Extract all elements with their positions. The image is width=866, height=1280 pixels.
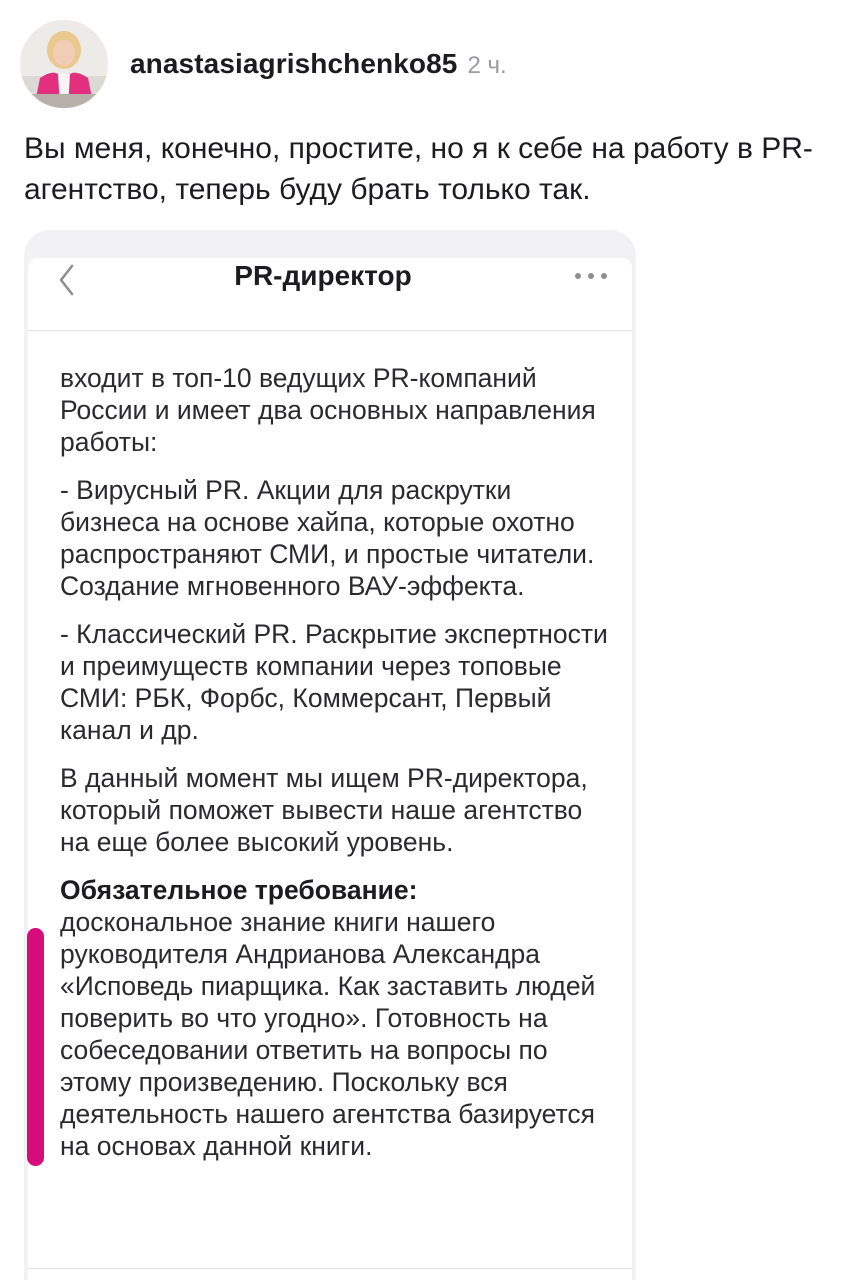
paragraph-classic-pr: - Классический PR. Раскрытие экспертности и преимуществ компании через топовые СМИ: РБК, Форбс, Коммерсант, Первый канал и др. — [60, 619, 608, 745]
post-text: Вы меня, конечно, простите, но я к себе на работу в PR-агентство, теперь буду брать только так. — [24, 132, 813, 206]
paragraph-hiring: В данный момент мы ищем PR-директора, который поможет вывести наше агентство на еще более высокий уровень. — [60, 763, 588, 857]
more-horizontal-icon[interactable] — [572, 268, 610, 284]
screenshot-title: PR-директор — [234, 260, 412, 291]
post-timestamp: 2 ч. — [467, 52, 507, 79]
username-link[interactable]: anastasiagrishchenko85 — [130, 48, 458, 79]
screenshot-divider — [28, 1268, 632, 1269]
vacancy-description — [60, 362, 612, 1162]
post-header — [20, 20, 507, 108]
paragraph-viral-pr: - Вирусный PR. Акции для раскрутки бизнеса на основе хайпа, которые охотно распространяют СМИ, и простые читатели. Создание мгновенного ВАУ-эффекта. — [60, 475, 595, 601]
avatar-image — [20, 20, 108, 108]
screenshot-navbar — [28, 258, 632, 331]
attached-screenshot[interactable] — [24, 230, 636, 1280]
post-meta — [130, 48, 507, 80]
requirement-block — [60, 874, 612, 1162]
paragraph-intro: входит в топ-10 ведущих PR-компаний России и имеет два основных направления работы: — [60, 363, 596, 457]
requirement-text: доскональное знание книги нашего руководителя Андрианова Александра «Исповедь пиарщика. Как заставить людей поверить во что угодно». Готовность на собеседовании ответить на вопросы по этому произведению. Поскольку вся деятельность нашего агентства базируется на основах данной книги. — [60, 907, 596, 1161]
requirement-heading: Обязательное требование: — [60, 875, 418, 905]
avatar[interactable] — [20, 20, 108, 108]
screenshot-content — [28, 258, 632, 1280]
highlight-mark — [27, 928, 44, 1166]
